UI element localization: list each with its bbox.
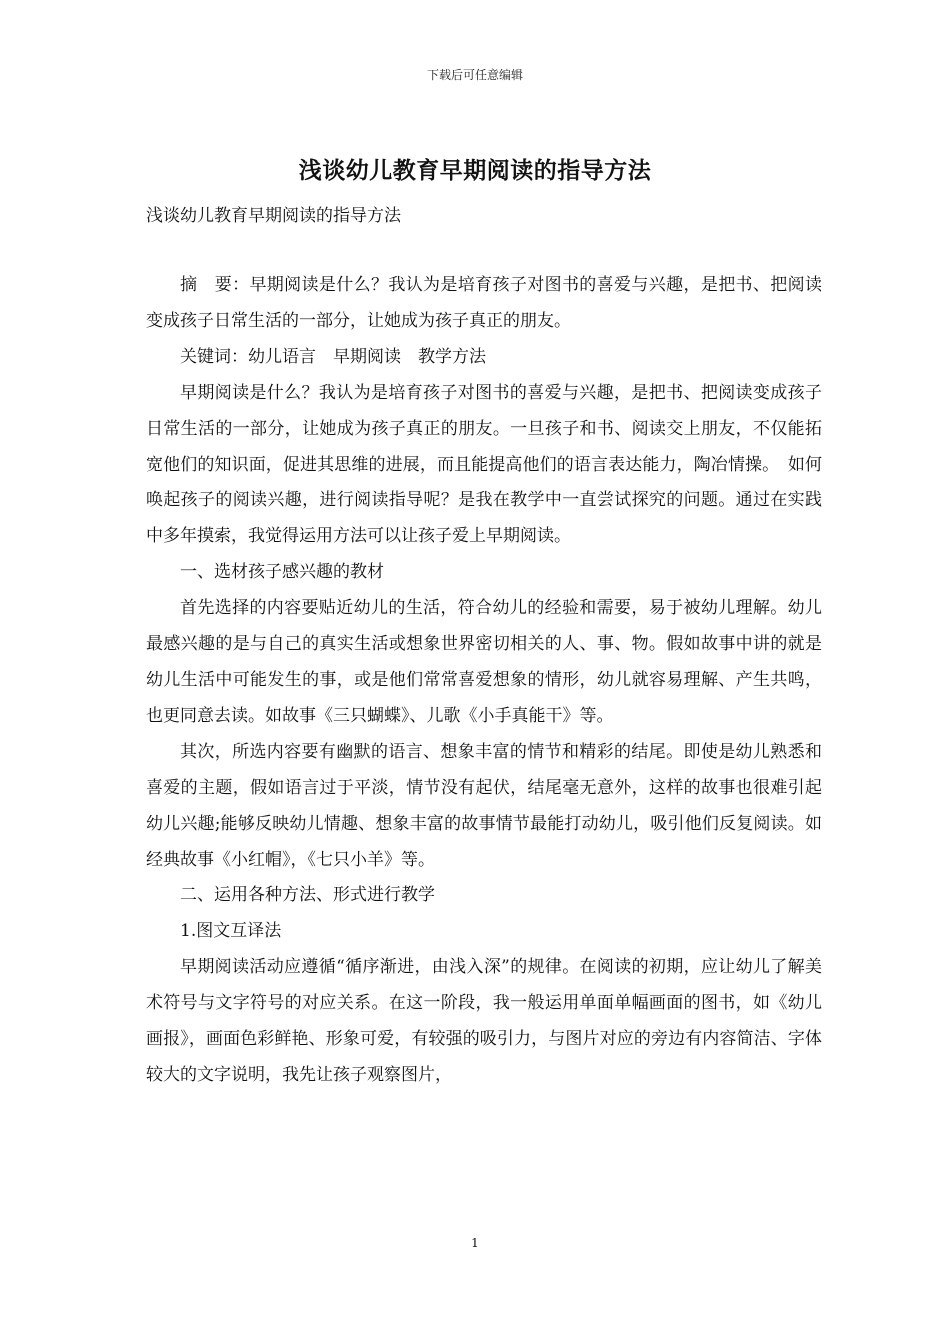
body-paragraph: 其次，所选内容要有幽默的语言、想象丰富的情节和精彩的结尾。即使是幼儿熟悉和喜爱的主题，假如语言过于平淡，情节没有起伏，结尾毫无意外，这样的故事也很难引起幼儿兴趣;能够反映幼儿情趣、想象丰富的故事情节最能打动幼儿，吸引他们反复阅读。如经典故事《小红帽》，《七只小羊》等。	[146, 741, 822, 870]
subsection-heading: 1.图文互译法	[180, 921, 282, 942]
document-title: 浅谈幼儿教育早期阅读的指导方法	[298, 157, 652, 184]
body-paragraph: 早期阅读活动应遵循“循序渐进，由浅入深”的规律。在阅读的初期，应让幼儿了解美术符号与文字符号的对应关系。在这一阶段，我一般运用单面单幅画面的图书，如《幼儿画报》，画面色彩鲜艳、形象可爱，有较强的吸引力，与图片对应的旁边有内容简洁、字体较大的文字说明，我先让孩子观察图片，	[146, 957, 822, 1085]
section-heading: 二、运用各种方法、形式进行教学	[180, 885, 435, 906]
section-heading: 一、选材孩子感兴趣的教材	[180, 562, 384, 583]
page-number: 1	[471, 1236, 479, 1250]
body-paragraph: 早期阅读是什么？我认为是培育孩子对图书的喜爱与兴趣，是把书、把阅读变成孩子日常生活的一部分，让她成为孩子真正的朋友。一旦孩子和书、阅读交上朋友，不仅能拓宽他们的知识面，促进其思维的进展，而且能提高他们的语言表达能力，陶冶情操。 如何唤起孩子的阅读兴趣，进行阅读指导呢？是我在教学中一直尝试探究的问题。通过在实践中多年摸索，我觉得运用方法可以让孩子爱上早期阅读。	[146, 382, 822, 547]
document-subtitle: 浅谈幼儿教育早期阅读的指导方法	[146, 206, 401, 226]
body-paragraph: 首先选择的内容要贴近幼儿的生活，符合幼儿的经验和需要，易于被幼儿理解。幼儿最感兴趣的是与自己的真实生活或想象世界密切相关的人、事、物。假如故事中讲的就是幼儿生活中可能发生的事，或是他们常常喜爱想象的情形，幼儿就容易理解、产生共鸣，也更同意去读。如故事《三只蝴蝶》、儿歌《小手真能干》等。	[146, 598, 822, 726]
abstract-paragraph: 摘 要：早期阅读是什么？我认为是培育孩子对图书的喜爱与兴趣，是把书、把阅读变成孩子日常生活的一部分，让她成为孩子真正的朋友。	[146, 275, 822, 331]
keywords-paragraph: 关键词：幼儿语言 早期阅读 教学方法	[180, 346, 486, 367]
document-body	[146, 268, 822, 1094]
page-header: 下载后可任意编辑	[426, 68, 523, 82]
